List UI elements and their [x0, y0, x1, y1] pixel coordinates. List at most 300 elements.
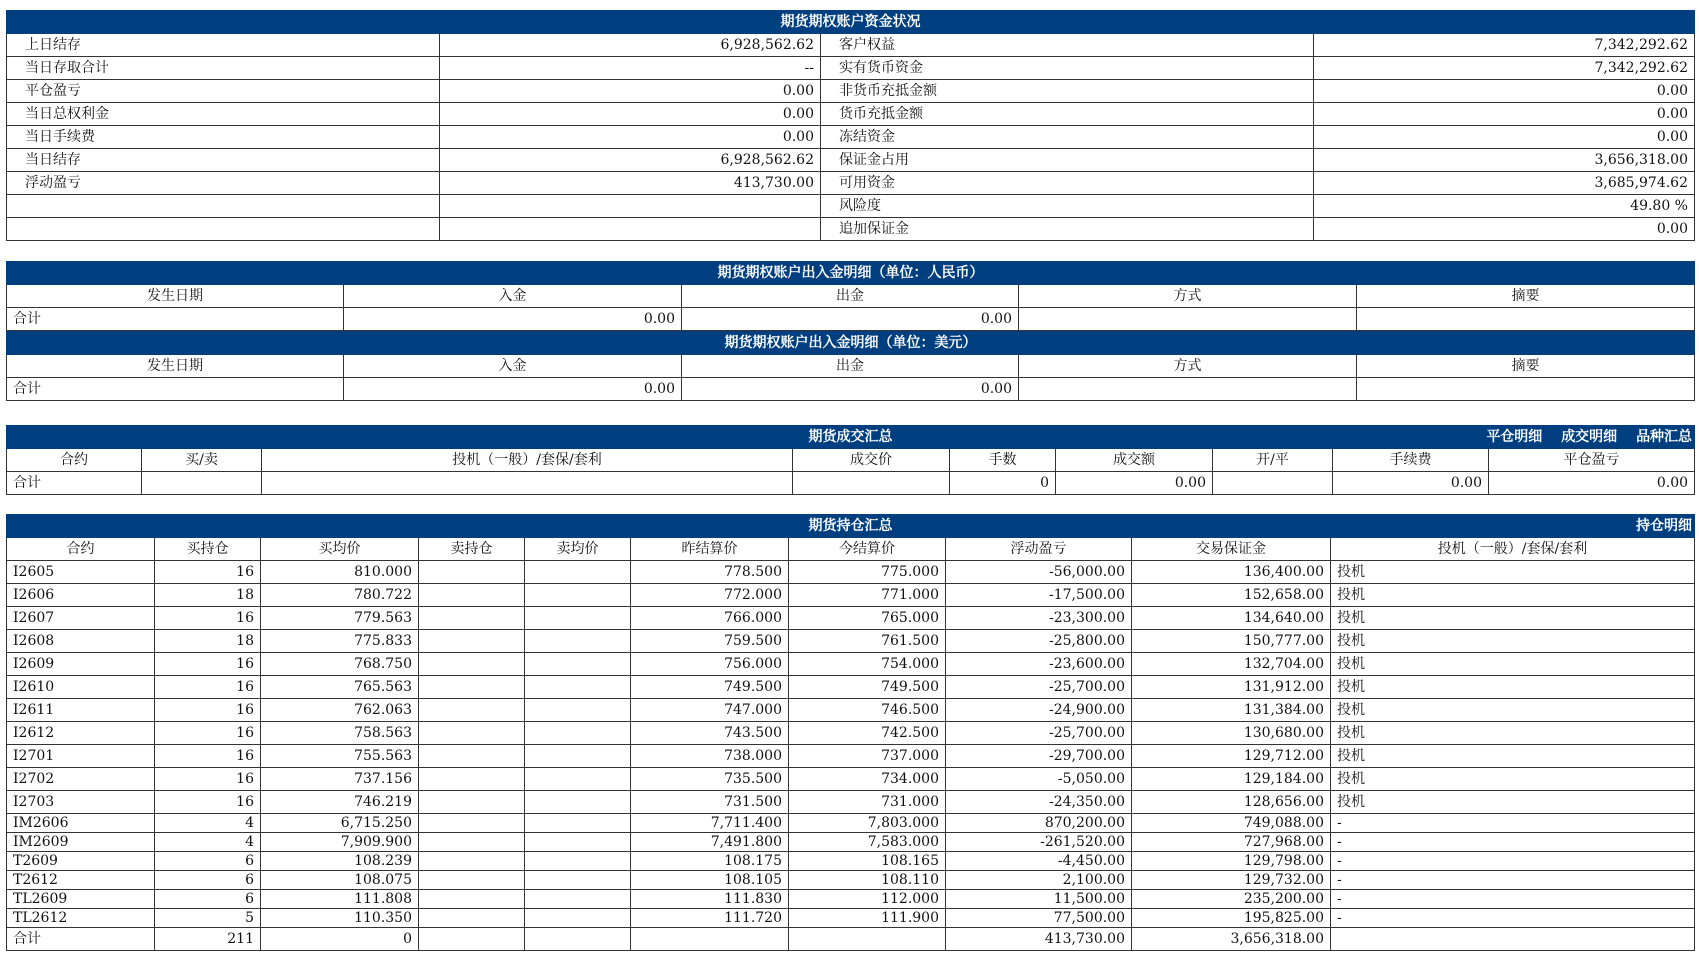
hedge-type-cell: 投机 — [1331, 584, 1695, 607]
fund-value-right: 7,342,292.62 — [1314, 34, 1695, 57]
fund-label-left: 当日结存 — [7, 149, 440, 172]
table-row — [7, 890, 1695, 909]
buy-position-cell: 16 — [155, 699, 261, 722]
buy-position-cell: 16 — [155, 561, 261, 584]
empty-cell — [142, 472, 262, 495]
today-settle-cell: 746.500 — [789, 699, 946, 722]
empty-cell — [789, 928, 946, 951]
fund-label-right: 实有货币资金 — [821, 57, 1314, 80]
col-header: 成交额 — [1056, 449, 1213, 472]
sell-position-cell — [419, 653, 525, 676]
float-pnl-cell: -261,520.00 — [946, 833, 1132, 852]
col-header: 入金 — [344, 355, 682, 378]
sell-avg-price-cell — [525, 852, 631, 871]
prev-settle-cell: 778.500 — [631, 561, 789, 584]
prev-settle-cell: 108.105 — [631, 871, 789, 890]
hedge-type-cell: 投机 — [1331, 653, 1695, 676]
sell-avg-price-cell — [525, 722, 631, 745]
fund-value-right: 3,656,318.00 — [1314, 149, 1695, 172]
fund-value-left: 6,928,562.62 — [440, 149, 821, 172]
sell-position-cell — [419, 699, 525, 722]
float-pnl-cell: 11,500.00 — [946, 890, 1132, 909]
total-row — [7, 928, 1695, 951]
sell-avg-price-cell — [525, 584, 631, 607]
sell-avg-price-cell — [525, 871, 631, 890]
float-pnl-cell: -5,050.00 — [946, 768, 1132, 791]
contract-cell: I2611 — [7, 699, 155, 722]
total-note — [1357, 378, 1695, 401]
hedge-type-cell: - — [1331, 852, 1695, 871]
fund-value-left: 6,928,562.62 — [440, 34, 821, 57]
hedge-type-cell: 投机 — [1331, 791, 1695, 814]
float-pnl-cell: -25,700.00 — [946, 722, 1132, 745]
buy-avg-price-cell: 111.808 — [261, 890, 419, 909]
cash-rmb-title: 期货期权账户出入金明细（单位：人民币） — [7, 262, 1695, 285]
prev-settle-cell: 731.500 — [631, 791, 789, 814]
margin-cell: 195,825.00 — [1132, 909, 1331, 928]
col-header: 手数 — [950, 449, 1056, 472]
prev-settle-cell: 108.175 — [631, 852, 789, 871]
prev-settle-cell: 7,711.400 — [631, 814, 789, 833]
hedge-type-cell: - — [1331, 871, 1695, 890]
margin-cell: 152,658.00 — [1132, 584, 1331, 607]
contract-cell: I2703 — [7, 791, 155, 814]
margin-cell: 131,384.00 — [1132, 699, 1331, 722]
hedge-type-cell: 投机 — [1331, 607, 1695, 630]
contract-cell: I2612 — [7, 722, 155, 745]
cash-flow-usd-table — [6, 331, 1695, 401]
buy-position-cell: 5 — [155, 909, 261, 928]
buy-position-cell: 16 — [155, 676, 261, 699]
buy-avg-price-cell: 779.563 — [261, 607, 419, 630]
margin-cell: 134,640.00 — [1132, 607, 1331, 630]
margin-cell: 131,912.00 — [1132, 676, 1331, 699]
table-row — [7, 768, 1695, 791]
fund-row — [7, 80, 1695, 103]
contract-cell: TL2612 — [7, 909, 155, 928]
empty-cell — [262, 472, 793, 495]
sell-avg-price-cell — [525, 653, 631, 676]
table-row — [7, 833, 1695, 852]
prev-settle-cell: 738.000 — [631, 745, 789, 768]
contract-cell: I2607 — [7, 607, 155, 630]
buy-position-cell: 6 — [155, 852, 261, 871]
total-method — [1019, 378, 1357, 401]
float-pnl-cell: 870,200.00 — [946, 814, 1132, 833]
contract-cell: I2608 — [7, 630, 155, 653]
buy-position-cell: 4 — [155, 833, 261, 852]
fund-label-right: 货币充抵金额 — [821, 103, 1314, 126]
prev-settle-cell: 111.830 — [631, 890, 789, 909]
fund-label-left: 当日总权利金 — [7, 103, 440, 126]
fund-label-right: 追加保证金 — [821, 218, 1314, 241]
total-label: 合计 — [7, 472, 142, 495]
total-row — [7, 378, 1695, 401]
cash-usd-title: 期货期权账户出入金明细（单位：美元） — [7, 332, 1695, 355]
hedge-type-cell: 投机 — [1331, 699, 1695, 722]
margin-cell: 136,400.00 — [1132, 561, 1331, 584]
sell-position-cell — [419, 890, 525, 909]
hedge-type-cell: 投机 — [1331, 676, 1695, 699]
fund-status-table — [6, 10, 1695, 241]
today-settle-cell: 775.000 — [789, 561, 946, 584]
margin-cell: 130,680.00 — [1132, 722, 1331, 745]
buy-position-cell: 18 — [155, 630, 261, 653]
fund-value-right: 0.00 — [1314, 103, 1695, 126]
fund-label-left — [7, 195, 440, 218]
col-header: 合约 — [7, 538, 155, 561]
table-row — [7, 630, 1695, 653]
float-pnl-cell: -17,500.00 — [946, 584, 1132, 607]
sell-avg-price-cell — [525, 630, 631, 653]
hedge-type-cell: - — [1331, 833, 1695, 852]
fund-status-section — [6, 10, 1694, 241]
fund-label-right: 可用资金 — [821, 172, 1314, 195]
total-amount: 0.00 — [1056, 472, 1213, 495]
fund-value-left — [440, 195, 821, 218]
float-pnl-cell: -25,700.00 — [946, 676, 1132, 699]
buy-avg-price-cell: 108.239 — [261, 852, 419, 871]
fund-label-right: 客户权益 — [821, 34, 1314, 57]
today-settle-cell: 761.500 — [789, 630, 946, 653]
total-pnl: 413,730.00 — [946, 928, 1132, 951]
col-header: 入金 — [344, 285, 682, 308]
sell-avg-price-cell — [525, 699, 631, 722]
buy-avg-price-cell: 108.075 — [261, 871, 419, 890]
buy-avg-price-cell: 110.350 — [261, 909, 419, 928]
fund-value-left: 0.00 — [440, 80, 821, 103]
hedge-type-cell: 投机 — [1331, 745, 1695, 768]
trade-detail-link[interactable]: 成交明细 — [1561, 429, 1618, 445]
prev-settle-cell: 735.500 — [631, 768, 789, 791]
contract-cell: IM2606 — [7, 814, 155, 833]
total-label: 合计 — [7, 308, 344, 331]
buy-avg-price-cell: 6,715.250 — [261, 814, 419, 833]
fund-row — [7, 172, 1695, 195]
total-out: 0.00 — [682, 378, 1019, 401]
buy-avg-price-cell: 765.563 — [261, 676, 419, 699]
sell-avg-price-cell — [525, 890, 631, 909]
sell-position-cell — [419, 584, 525, 607]
buy-avg-price-cell: 775.833 — [261, 630, 419, 653]
contract-cell: T2609 — [7, 852, 155, 871]
margin-cell: 128,656.00 — [1132, 791, 1331, 814]
today-settle-cell: 765.000 — [789, 607, 946, 630]
sell-position-cell — [419, 607, 525, 630]
today-settle-cell: 749.500 — [789, 676, 946, 699]
float-pnl-cell: -24,350.00 — [946, 791, 1132, 814]
fund-row — [7, 126, 1695, 149]
margin-cell: 129,184.00 — [1132, 768, 1331, 791]
prev-settle-cell: 749.500 — [631, 676, 789, 699]
table-row — [7, 791, 1695, 814]
buy-position-cell: 6 — [155, 890, 261, 909]
hedge-type-cell: 投机 — [1331, 722, 1695, 745]
total-fee: 0.00 — [1333, 472, 1489, 495]
total-lots: 0 — [950, 472, 1056, 495]
prev-settle-cell: 766.000 — [631, 607, 789, 630]
table-row — [7, 909, 1695, 928]
col-header: 交易保证金 — [1132, 538, 1331, 561]
table-row — [7, 584, 1695, 607]
fund-label-right: 非货币充抵金额 — [821, 80, 1314, 103]
position-summary-section — [6, 514, 1694, 951]
sell-avg-price-cell — [525, 607, 631, 630]
fund-label-right: 风险度 — [821, 195, 1314, 218]
float-pnl-cell: -23,600.00 — [946, 653, 1132, 676]
today-settle-cell: 7,803.000 — [789, 814, 946, 833]
fund-label-left: 当日存取合计 — [7, 57, 440, 80]
buy-avg-price-cell: 762.063 — [261, 699, 419, 722]
col-header: 昨结算价 — [631, 538, 789, 561]
today-settle-cell: 742.500 — [789, 722, 946, 745]
table-row — [7, 722, 1695, 745]
prev-settle-cell: 756.000 — [631, 653, 789, 676]
total-label: 合计 — [7, 928, 155, 951]
margin-cell: 749,088.00 — [1132, 814, 1331, 833]
buy-avg-price-cell: 746.219 — [261, 791, 419, 814]
contract-cell: I2610 — [7, 676, 155, 699]
product-summary-link[interactable]: 品种汇总 — [1636, 429, 1693, 445]
float-pnl-cell: 77,500.00 — [946, 909, 1132, 928]
col-header: 方式 — [1019, 285, 1357, 308]
buy-position-cell: 16 — [155, 722, 261, 745]
prev-settle-cell: 7,491.800 — [631, 833, 789, 852]
sell-position-cell — [419, 768, 525, 791]
fund-label-left — [7, 218, 440, 241]
sell-avg-price-cell — [525, 814, 631, 833]
fund-value-right: 3,685,974.62 — [1314, 172, 1695, 195]
buy-position-cell: 16 — [155, 791, 261, 814]
buy-position-cell: 16 — [155, 768, 261, 791]
total-pnl: 0.00 — [1489, 472, 1695, 495]
buy-avg-price-cell: 780.722 — [261, 584, 419, 607]
col-header: 浮动盈亏 — [946, 538, 1132, 561]
position-detail-link[interactable]: 持仓明细 — [1636, 518, 1692, 534]
fund-value-right: 0.00 — [1314, 218, 1695, 241]
today-settle-cell: 734.000 — [789, 768, 946, 791]
buy-avg-price-cell: 768.750 — [261, 653, 419, 676]
fund-value-right: 49.80 % — [1314, 195, 1695, 218]
sell-position-cell — [419, 791, 525, 814]
empty-cell — [1213, 472, 1333, 495]
fund-label-left: 上日结存 — [7, 34, 440, 57]
sell-avg-price-cell — [525, 561, 631, 584]
float-pnl-cell: -25,800.00 — [946, 630, 1132, 653]
col-header: 卖均价 — [525, 538, 631, 561]
contract-cell: IM2609 — [7, 833, 155, 852]
fund-label-right: 保证金占用 — [821, 149, 1314, 172]
fund-value-left: 0.00 — [440, 103, 821, 126]
col-header: 摘要 — [1357, 355, 1695, 378]
prev-settle-cell: 772.000 — [631, 584, 789, 607]
position-summary-title: 期货持仓汇总 — [808, 518, 893, 534]
contract-cell: I2606 — [7, 584, 155, 607]
col-header: 卖持仓 — [419, 538, 525, 561]
fund-value-right: 0.00 — [1314, 80, 1695, 103]
buy-position-cell: 16 — [155, 653, 261, 676]
sell-position-cell — [419, 722, 525, 745]
col-header: 买均价 — [261, 538, 419, 561]
contract-cell: I2702 — [7, 768, 155, 791]
fund-value-left: 0.00 — [440, 126, 821, 149]
buy-position-cell: 16 — [155, 745, 261, 768]
sell-avg-price-cell — [525, 833, 631, 852]
total-in: 0.00 — [344, 308, 682, 331]
prev-settle-cell: 743.500 — [631, 722, 789, 745]
float-pnl-cell: -24,900.00 — [946, 699, 1132, 722]
table-row — [7, 814, 1695, 833]
col-header: 买持仓 — [155, 538, 261, 561]
table-row — [7, 607, 1695, 630]
empty-cell — [525, 928, 631, 951]
sell-position-cell — [419, 871, 525, 890]
buy-position-cell: 6 — [155, 871, 261, 890]
col-header: 买/卖 — [142, 449, 262, 472]
empty-cell — [793, 472, 950, 495]
today-settle-cell: 731.000 — [789, 791, 946, 814]
table-row — [7, 745, 1695, 768]
trade-summary-title: 期货成交汇总 — [808, 429, 893, 445]
fund-value-right: 7,342,292.62 — [1314, 57, 1695, 80]
col-header: 投机（一般）/套保/套利 — [1331, 538, 1695, 561]
col-header: 今结算价 — [789, 538, 946, 561]
hedge-type-cell: 投机 — [1331, 630, 1695, 653]
empty-cell — [631, 928, 789, 951]
col-header: 出金 — [682, 355, 1019, 378]
prev-settle-cell: 111.720 — [631, 909, 789, 928]
cash-flow-rmb-table — [6, 261, 1695, 331]
total-note — [1357, 308, 1695, 331]
sell-position-cell — [419, 630, 525, 653]
float-pnl-cell: -23,300.00 — [946, 607, 1132, 630]
contract-cell: I2701 — [7, 745, 155, 768]
margin-cell: 727,968.00 — [1132, 833, 1331, 852]
fund-value-left — [440, 218, 821, 241]
fund-label-left: 当日手续费 — [7, 126, 440, 149]
today-settle-cell: 737.000 — [789, 745, 946, 768]
trade-summary-table — [6, 425, 1695, 495]
contract-cell: T2612 — [7, 871, 155, 890]
fund-row — [7, 149, 1695, 172]
table-row — [7, 561, 1695, 584]
close-detail-link[interactable]: 平仓明细 — [1486, 429, 1543, 445]
float-pnl-cell: -56,000.00 — [946, 561, 1132, 584]
buy-avg-price-cell: 7,909.900 — [261, 833, 419, 852]
prev-settle-cell: 747.000 — [631, 699, 789, 722]
col-header: 成交价 — [793, 449, 950, 472]
margin-cell: 129,712.00 — [1132, 745, 1331, 768]
table-row — [7, 871, 1695, 890]
hedge-type-cell: 投机 — [1331, 768, 1695, 791]
today-settle-cell: 754.000 — [789, 653, 946, 676]
table-row — [7, 653, 1695, 676]
table-row — [7, 676, 1695, 699]
sell-avg-price-cell — [525, 909, 631, 928]
today-settle-cell: 771.000 — [789, 584, 946, 607]
today-settle-cell: 7,583.000 — [789, 833, 946, 852]
sell-position-cell — [419, 909, 525, 928]
today-settle-cell: 108.110 — [789, 871, 946, 890]
table-row — [7, 699, 1695, 722]
table-row — [7, 852, 1695, 871]
fund-label-left: 平仓盈亏 — [7, 80, 440, 103]
col-header: 合约 — [7, 449, 142, 472]
col-header: 发生日期 — [7, 355, 344, 378]
hedge-type-cell: 投机 — [1331, 561, 1695, 584]
hedge-type-cell: - — [1331, 890, 1695, 909]
fund-row — [7, 103, 1695, 126]
trade-summary-section — [6, 425, 1694, 495]
fund-label-left: 浮动盈亏 — [7, 172, 440, 195]
float-pnl-cell: -29,700.00 — [946, 745, 1132, 768]
fund-row — [7, 218, 1695, 241]
fund-value-right: 0.00 — [1314, 126, 1695, 149]
total-label: 合计 — [7, 378, 344, 401]
sell-avg-price-cell — [525, 768, 631, 791]
buy-avg-price-cell: 758.563 — [261, 722, 419, 745]
col-header: 平仓盈亏 — [1489, 449, 1695, 472]
fund-value-left: 413,730.00 — [440, 172, 821, 195]
col-header: 投机（一般）/套保/套利 — [262, 449, 793, 472]
sell-avg-price-cell — [525, 745, 631, 768]
fund-row — [7, 57, 1695, 80]
sell-position-cell — [419, 676, 525, 699]
fund-value-left: -- — [440, 57, 821, 80]
fund-row — [7, 195, 1695, 218]
sell-position-cell — [419, 561, 525, 584]
buy-position-cell: 16 — [155, 607, 261, 630]
float-pnl-cell: -4,450.00 — [946, 852, 1132, 871]
margin-cell: 129,732.00 — [1132, 871, 1331, 890]
total-row — [7, 472, 1695, 495]
total-buy: 211 — [155, 928, 261, 951]
sell-avg-price-cell — [525, 791, 631, 814]
col-header: 摘要 — [1357, 285, 1695, 308]
sell-position-cell — [419, 814, 525, 833]
total-out: 0.00 — [682, 308, 1019, 331]
contract-cell: I2605 — [7, 561, 155, 584]
total-margin: 3,656,318.00 — [1132, 928, 1331, 951]
today-settle-cell: 108.165 — [789, 852, 946, 871]
margin-cell: 132,704.00 — [1132, 653, 1331, 676]
hedge-type-cell: - — [1331, 909, 1695, 928]
float-pnl-cell: 2,100.00 — [946, 871, 1132, 890]
buy-position-cell: 18 — [155, 584, 261, 607]
sell-avg-price-cell — [525, 676, 631, 699]
col-header: 出金 — [682, 285, 1019, 308]
buy-avg-price-cell: 737.156 — [261, 768, 419, 791]
fund-row — [7, 34, 1695, 57]
today-settle-cell: 111.900 — [789, 909, 946, 928]
sell-position-cell — [419, 745, 525, 768]
prev-settle-cell: 759.500 — [631, 630, 789, 653]
fund-label-right: 冻结资金 — [821, 126, 1314, 149]
total-row — [7, 308, 1695, 331]
col-header: 发生日期 — [7, 285, 344, 308]
empty-cell — [419, 928, 525, 951]
sell-position-cell — [419, 833, 525, 852]
col-header: 开/平 — [1213, 449, 1333, 472]
buy-avg-price-cell: 810.000 — [261, 561, 419, 584]
empty-cell — [1331, 928, 1695, 951]
today-settle-cell: 112.000 — [789, 890, 946, 909]
cash-flow-section — [6, 261, 1694, 401]
contract-cell: TL2609 — [7, 890, 155, 909]
total-method — [1019, 308, 1357, 331]
contract-cell: I2609 — [7, 653, 155, 676]
buy-avg-price-cell: 755.563 — [261, 745, 419, 768]
